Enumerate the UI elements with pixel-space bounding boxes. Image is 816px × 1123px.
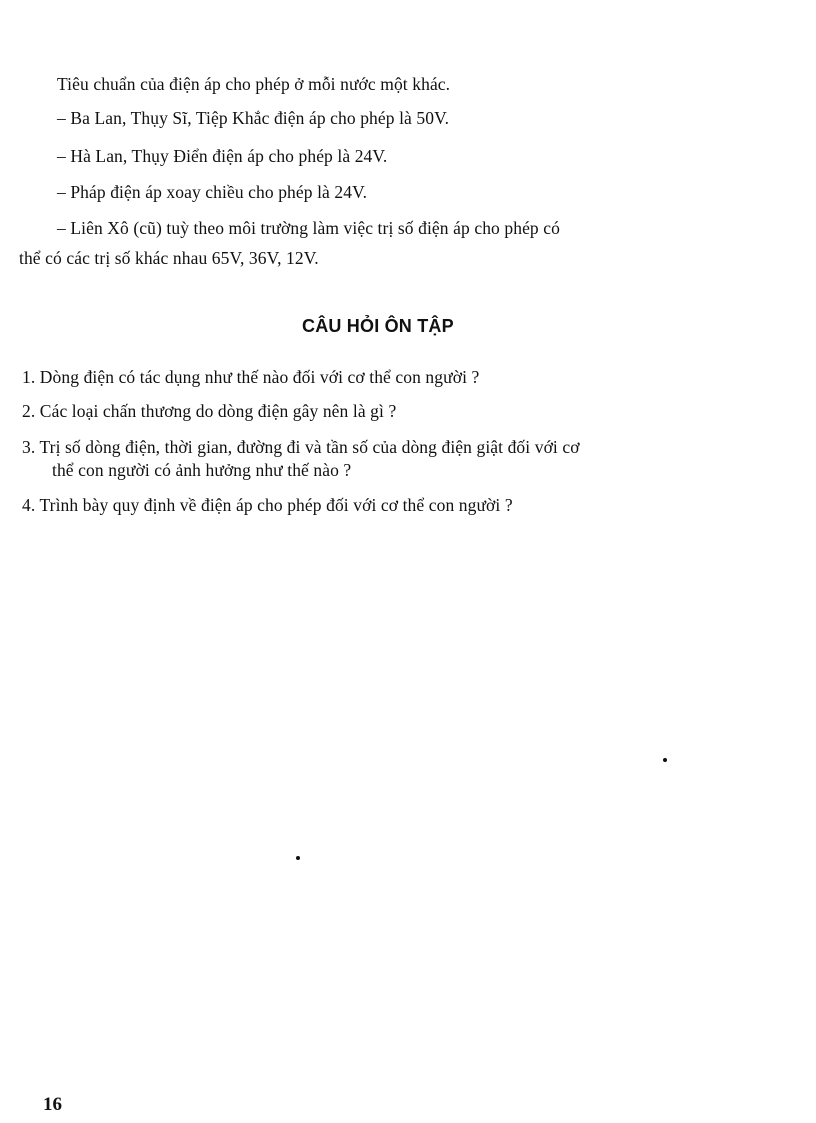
question-3: 3. Trị số dòng điện, thời gian, đường đi và tần số của dòng điện giật đối với cơ — [22, 437, 580, 457]
ink-speck — [296, 856, 300, 860]
list-item-ba-lan: – Ba Lan, Thụy Sĩ, Tiệp Khắc điện áp cho phép là 50V. — [57, 108, 450, 128]
list-item-lien-xo-continued: thể có các trị số khác nhau 65V, 36V, 12V. — [19, 248, 319, 268]
question-3-continued: thể con người có ảnh hưởng như thế nào ? — [52, 460, 352, 480]
page-number: 16 — [43, 1094, 62, 1115]
question-4: 4. Trình bày quy định về điện áp cho phép đối với cơ thể con người ? — [22, 495, 513, 515]
ink-speck — [663, 758, 667, 762]
question-2: 2. Các loại chấn thương do dòng điện gây nên là gì ? — [22, 401, 397, 421]
list-item-phap: – Pháp điện áp xoay chiều cho phép là 24V. — [57, 182, 368, 202]
section-title: CÂU HỎI ÔN TẬP — [302, 316, 454, 336]
paragraph-intro: Tiêu chuẩn của điện áp cho phép ở mỗi nước một khác. — [57, 74, 451, 94]
list-item-ha-lan: – Hà Lan, Thụy Điển điện áp cho phép là 24V. — [57, 146, 388, 166]
list-item-lien-xo: – Liên Xô (cũ) tuỳ theo môi trường làm việc trị số điện áp cho phép có — [57, 218, 560, 238]
question-1: 1. Dòng điện có tác dụng như thế nào đối với cơ thể con người ? — [22, 367, 480, 387]
